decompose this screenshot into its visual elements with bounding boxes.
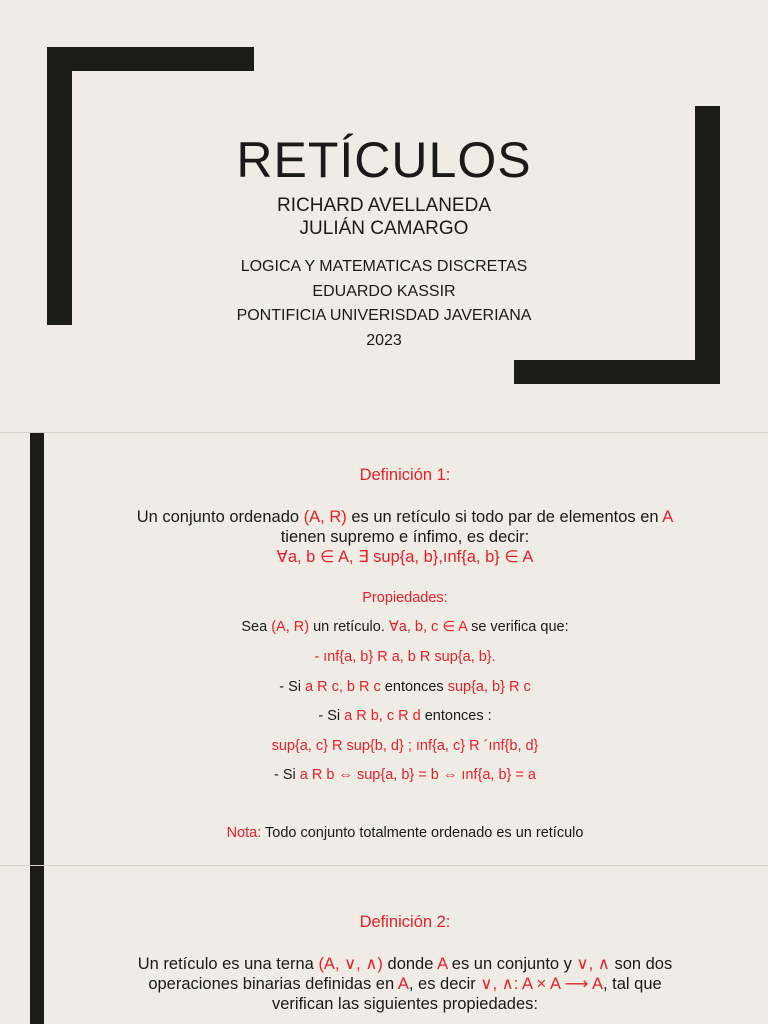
left-accent-bar <box>30 866 44 1024</box>
text: - Si <box>318 708 345 724</box>
text: , es decir <box>408 975 481 993</box>
professor-name: EDUARDO KASSIR <box>312 282 456 300</box>
property-1: - ınf{a, b} R a, b R sup{a, b}. <box>314 649 496 665</box>
text: se verifica que: <box>467 619 569 635</box>
definition-1-formula: ∀a, b ∈ A, ∃ sup{a, b},ınf{a, b} ∈ A <box>276 548 534 566</box>
text: es un conjunto y <box>447 955 577 973</box>
note <box>60 824 750 842</box>
condition: a R c, b R c <box>305 679 381 695</box>
property-2 <box>60 678 750 696</box>
properties-heading: Propiedades: <box>362 590 448 606</box>
text: un retículo. <box>309 619 389 635</box>
set-pair: (A, R) <box>303 508 347 526</box>
definition-2-slide <box>0 866 768 1024</box>
set-symbol: A <box>662 508 674 526</box>
university-name: PONTIFICIA UNIVERISDAD JAVERIANA <box>236 307 532 324</box>
text: son dos <box>609 955 673 973</box>
text: , tal que <box>602 975 662 993</box>
definition-1-line-1 <box>60 507 750 527</box>
definition-2-line-1 <box>60 954 750 974</box>
note-text: Todo conjunto totalmente ordenado es un retículo <box>261 825 584 841</box>
title-slide <box>0 0 768 432</box>
note-label: Nota: <box>226 825 262 841</box>
course-info <box>0 255 768 353</box>
text: operaciones binarias definidas en <box>148 975 398 993</box>
text: Un retículo es una terna <box>137 955 319 973</box>
text: - Si <box>279 679 306 695</box>
property-3 <box>60 707 750 725</box>
operation-signature: ∨, ∧: A × A ⟶ A <box>480 975 603 993</box>
authors <box>0 194 768 240</box>
frame-bottom-right-horizontal <box>514 360 720 384</box>
definition-1-slide <box>0 433 768 865</box>
frame-top-left-horizontal <box>47 47 254 71</box>
text: entonces <box>380 679 448 695</box>
property-3-formula: sup{a, c} R sup{b, d} ; ınf{a, c} R ´ınf{b, d} <box>271 738 539 754</box>
property-4 <box>60 766 750 784</box>
definition-1-heading: Definición 1: <box>359 466 451 484</box>
left-accent-bar <box>30 433 44 865</box>
quantifier: ∀a, b, c ∈ A <box>388 619 468 635</box>
set-symbol: A <box>437 955 448 973</box>
text: donde <box>382 955 438 973</box>
author-2: JULIÁN CAMARGO <box>299 218 469 239</box>
text: Sea <box>241 619 272 635</box>
definition-2-line-2 <box>60 974 750 994</box>
conclusion: sup{a, b} R c <box>447 679 531 695</box>
operators: ∨, ∧ <box>576 955 610 973</box>
course-name: LOGICA Y MATEMATICAS DISCRETAS <box>240 258 528 275</box>
definition-1-line-2: tienen supremo e ínfimo, es decir: <box>280 528 530 546</box>
presentation-title: RETÍCULOS <box>236 132 532 188</box>
definition-2-heading: Definición 2: <box>359 913 451 931</box>
text: - Si <box>274 767 300 783</box>
year: 2023 <box>366 331 402 349</box>
set-symbol: A <box>397 975 409 993</box>
text: entonces : <box>420 708 492 724</box>
properties-intro <box>60 618 750 636</box>
author-1: RICHARD AVELLANEDA <box>277 195 491 216</box>
condition: a R b, c R d <box>344 708 421 724</box>
equivalence: a R b ⇔ sup{a, b} = b ⇔ ınf{a, b} = a <box>299 767 536 783</box>
text: Un conjunto ordenado <box>136 508 304 526</box>
lattice-symbol: (A, R) <box>271 619 310 635</box>
text: es un retículo si todo par de elementos en <box>346 508 663 526</box>
triple: (A, ∨, ∧) <box>318 955 383 973</box>
definition-2-line-3: verifican las siguientes propiedades: <box>272 995 538 1013</box>
